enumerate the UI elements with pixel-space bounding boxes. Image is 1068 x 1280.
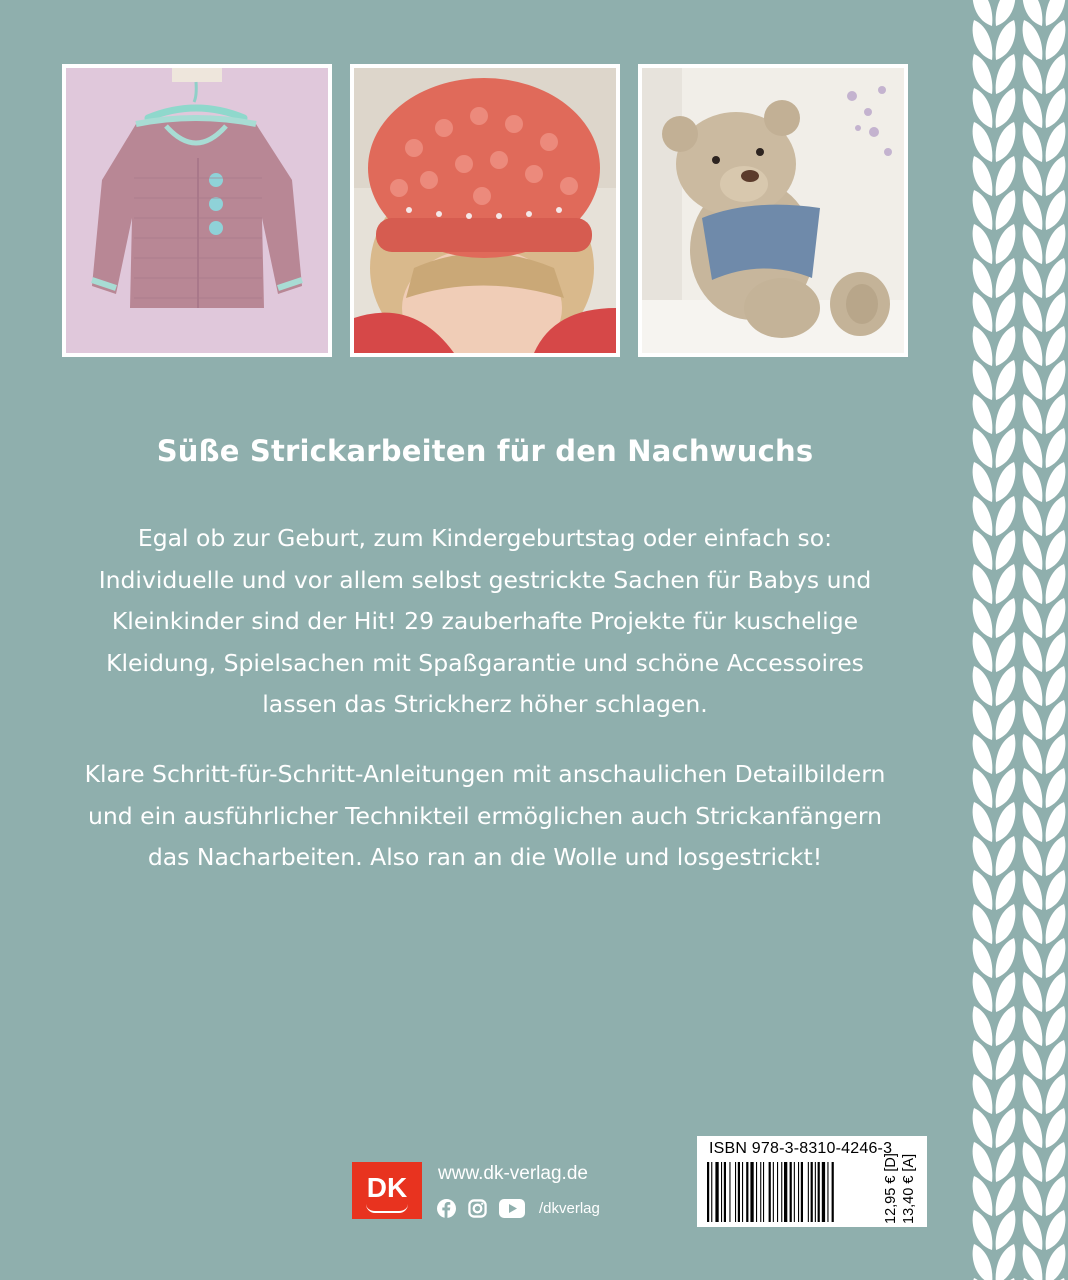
knit-stitch: [1023, 530, 1043, 570]
knit-stitch: [1046, 190, 1066, 230]
paragraph-line: Individuelle und vor allem selbst gestrickte Sachen für Babys und: [98, 565, 872, 594]
knit-stitch: [996, 904, 1016, 944]
knit-stitch: [1046, 258, 1066, 298]
knit-stitch: [973, 1108, 993, 1148]
barcode-bar: [763, 1162, 764, 1222]
knit-stitch: [1023, 258, 1043, 298]
paragraph-line: Egal ob zur Geburt, zum Kindergeburtstag oder einfach so:: [137, 524, 833, 552]
knit-stitch: [973, 20, 993, 60]
knit-stitch: [1023, 54, 1043, 94]
barcode-bar: [711, 1162, 712, 1222]
knit-stitch: [1023, 462, 1043, 502]
barcode-bar: [735, 1162, 736, 1222]
barcode-bar: [724, 1162, 726, 1222]
knit-stitch: [1046, 292, 1066, 332]
knit-stitch: [1023, 870, 1043, 910]
barcode-bar: [818, 1162, 820, 1222]
knit-stitch: [996, 1244, 1016, 1280]
dk-logo: [352, 1162, 422, 1219]
knit-stitch: [996, 496, 1016, 536]
knit-stitch: [1023, 224, 1043, 264]
barcode-bar: [756, 1162, 757, 1222]
knit-stitch: [996, 394, 1016, 434]
knit-stitch: [1023, 1244, 1043, 1280]
knit-stitch: [1046, 394, 1066, 434]
knit-stitch: [1023, 1040, 1043, 1080]
knit-stitch: [1046, 700, 1066, 740]
knit-stitch: [1046, 836, 1066, 876]
knit-stitch: [996, 1074, 1016, 1114]
knit-stitch: [1046, 904, 1066, 944]
knit-stitch: [996, 88, 1016, 128]
headline: Süße Strickarbeiten für den Nachwuchs: [156, 434, 814, 468]
photo-cardigan: [62, 64, 332, 357]
barcode-bar: [707, 1162, 709, 1222]
knit-stitch: [1046, 870, 1066, 910]
knit-stitch: [996, 530, 1016, 570]
knit-stitch: [1023, 802, 1043, 842]
knit-stitch: [996, 836, 1016, 876]
barcode-bar: [827, 1162, 828, 1222]
knit-stitch: [1023, 1210, 1043, 1250]
knit-stitch: [996, 734, 1016, 774]
knit-stitch: [1046, 972, 1066, 1012]
barcode-bar: [784, 1162, 787, 1222]
book-icon: [366, 1204, 408, 1213]
knit-stitch: [973, 734, 993, 774]
knit-stitch: [1046, 1040, 1066, 1080]
knit-stitch: [996, 564, 1016, 604]
knit-stitch: [996, 1210, 1016, 1250]
knit-stitch: [973, 156, 993, 196]
knit-stitch: [973, 870, 993, 910]
knit-stitch: [973, 54, 993, 94]
knit-stitch: [1023, 836, 1043, 876]
knit-stitch: [996, 666, 1016, 706]
knit-stitch: [1023, 1176, 1043, 1216]
knit-stitch: [1046, 1006, 1066, 1046]
knit-stitch: [973, 462, 993, 502]
isbn-barcode-box: [697, 1136, 927, 1227]
knit-stitch: [1023, 1006, 1043, 1046]
knit-stitch: [973, 836, 993, 876]
knit-stitch: [1023, 564, 1043, 604]
knit-stitch: [973, 1142, 993, 1182]
knit-stitch: [1023, 1074, 1043, 1114]
knit-stitch: [996, 802, 1016, 842]
knit-stitch: [996, 598, 1016, 638]
knit-stitch: [1023, 122, 1043, 162]
knit-stitch: [1023, 938, 1043, 978]
knit-stitch: [1046, 1244, 1066, 1280]
barcode-bar: [746, 1162, 748, 1222]
knit-stitch: [1046, 768, 1066, 808]
knit-stitch: [996, 768, 1016, 808]
knit-stitch: [996, 20, 1016, 60]
photo-teddy: [638, 64, 908, 357]
knit-stitch: [973, 1040, 993, 1080]
knit-stitch: [1046, 1074, 1066, 1114]
barcode-bar: [790, 1162, 792, 1222]
knit-stitch: [996, 258, 1016, 298]
knit-stitch: [973, 938, 993, 978]
knit-stitch: [973, 360, 993, 400]
paragraph-line: Kleinkinder sind der Hit! 29 zauberhafte Projekte für kuschelige: [111, 607, 859, 635]
knit-stitch: [1023, 768, 1043, 808]
knit-stitch: [973, 666, 993, 706]
knit-stitch: [996, 1142, 1016, 1182]
knit-stitch: [1023, 666, 1043, 706]
social-handle: /dkverlag: [539, 1199, 600, 1217]
barcode-bar: [798, 1162, 799, 1222]
knit-stitch: [1046, 326, 1066, 366]
price-germany: 12,95 € [D]: [883, 1153, 899, 1224]
description-paragraph-2: [50, 754, 920, 879]
barcode-bar: [750, 1162, 753, 1222]
knit-stitch: [973, 1006, 993, 1046]
knit-stitch: [1046, 88, 1066, 128]
barcode-bar: [811, 1162, 813, 1222]
isbn-text: ISBN 978-3-8310-4246-3: [709, 1140, 893, 1157]
knit-stitch: [1046, 1142, 1066, 1182]
knit-stitch: [996, 1040, 1016, 1080]
knit-stitch: [1023, 904, 1043, 944]
knit-stitch: [1046, 428, 1066, 468]
knit-stitch: [996, 938, 1016, 978]
knit-stitch: [996, 326, 1016, 366]
knit-stitch: [996, 54, 1016, 94]
knit-stitch: [996, 632, 1016, 672]
knit-stitch: [973, 190, 993, 230]
barcode-bar: [794, 1162, 795, 1222]
knit-stitch: [1046, 462, 1066, 502]
knit-stitch: [1046, 666, 1066, 706]
paragraph-line: und ein ausführlicher Technikteil ermöglichen auch Strickanfängern: [87, 801, 883, 830]
knit-stitch: [973, 122, 993, 162]
knit-stitch: [1046, 598, 1066, 638]
youtube-icon[interactable]: [499, 1199, 525, 1218]
knit-stitch: [973, 802, 993, 842]
paragraph-line: Kleidung, Spielsachen mit Spaßgarantie und schöne Accessoires: [106, 648, 864, 677]
knit-stitch: [973, 768, 993, 808]
facebook-icon[interactable]: [437, 1199, 456, 1218]
barcode-bar: [808, 1162, 809, 1222]
knit-stitch: [1023, 88, 1043, 128]
knit-stitch: [996, 156, 1016, 196]
knit-stitch: [1023, 598, 1043, 638]
knit-stitch: [1023, 190, 1043, 230]
knit-pattern-spine: [968, 0, 1068, 1280]
knit-stitch: [973, 292, 993, 332]
knit-stitch: [1023, 1108, 1043, 1148]
knit-stitch: [973, 1244, 993, 1280]
knit-stitch: [1046, 632, 1066, 672]
barcode-bar: [729, 1162, 730, 1222]
barcode-bar: [773, 1162, 774, 1222]
knit-stitch: [996, 360, 1016, 400]
knit-stitch: [1023, 632, 1043, 672]
knit-stitch: [973, 972, 993, 1012]
barcode-bar: [822, 1162, 825, 1222]
knit-stitch: [996, 700, 1016, 740]
knit-stitch: [1023, 734, 1043, 774]
knit-stitch: [996, 972, 1016, 1012]
knit-stitch: [973, 530, 993, 570]
knit-stitch: [1023, 496, 1043, 536]
knit-stitch: [973, 428, 993, 468]
knit-stitch: [973, 1210, 993, 1250]
knit-stitch: [996, 1176, 1016, 1216]
knit-stitch: [973, 904, 993, 944]
knit-stitch: [1023, 428, 1043, 468]
website-link[interactable]: www.dk-verlag.de: [438, 1163, 588, 1184]
knit-stitch: [1046, 1108, 1066, 1148]
knit-stitch: [1046, 1176, 1066, 1216]
knit-stitch: [973, 258, 993, 298]
knit-stitch: [1046, 156, 1066, 196]
knit-stitch: [1046, 122, 1066, 162]
price-block: [881, 1153, 921, 1224]
knit-stitch: [996, 1006, 1016, 1046]
knit-stitch: [973, 1074, 993, 1114]
knit-stitch: [973, 632, 993, 672]
paragraph-line: Klare Schritt-für-Schritt-Anleitungen mit anschaulichen Detailbildern: [84, 760, 886, 788]
knit-stitch: [996, 224, 1016, 264]
knit-stitch: [1046, 734, 1066, 774]
barcode-bar: [815, 1162, 816, 1222]
social-links: [437, 1197, 600, 1219]
knit-stitch: [996, 428, 1016, 468]
knit-stitch: [1023, 20, 1043, 60]
knit-stitch: [1023, 326, 1043, 366]
barcode-bar: [760, 1162, 761, 1222]
paragraph-line: lassen das Strickherz höher schlagen.: [262, 690, 708, 718]
knit-stitch: [1046, 360, 1066, 400]
knit-stitch: [1046, 802, 1066, 842]
knit-stitch: [973, 598, 993, 638]
knit-stitch: [1046, 54, 1066, 94]
barcode-bar: [801, 1162, 803, 1222]
barcode-bar: [721, 1162, 722, 1222]
knit-stitch: [973, 224, 993, 264]
knit-stitch: [973, 326, 993, 366]
barcode-bar: [738, 1162, 740, 1222]
photo-beret: [350, 64, 620, 357]
paragraph-line: das Nacharbeiten. Also ran an die Wolle und losgestrickt!: [147, 843, 823, 871]
knit-stitch: [1046, 530, 1066, 570]
barcode-bar: [715, 1162, 718, 1222]
barcode-image: [707, 1162, 875, 1222]
instagram-icon[interactable]: [468, 1199, 487, 1218]
knit-stitch: [973, 1176, 993, 1216]
knit-stitch: [996, 1108, 1016, 1148]
knit-stitch: [1046, 938, 1066, 978]
knit-stitch: [1023, 1142, 1043, 1182]
knit-stitch: [996, 190, 1016, 230]
knit-stitch: [973, 88, 993, 128]
barcode-bar: [777, 1162, 778, 1222]
description-paragraph-1: [50, 518, 920, 726]
knit-stitch: [973, 496, 993, 536]
knit-stitch: [1023, 292, 1043, 332]
barcode-bar: [832, 1162, 834, 1222]
dk-logo-text: DK: [366, 1172, 408, 1203]
knit-stitch: [1046, 564, 1066, 604]
knit-stitch: [996, 870, 1016, 910]
barcode-bar: [781, 1162, 782, 1222]
knit-stitch: [1023, 156, 1043, 196]
price-austria: 13,40 € [A]: [901, 1153, 917, 1224]
knit-stitch: [1046, 1210, 1066, 1250]
knit-stitch: [1046, 224, 1066, 264]
knit-stitch: [973, 564, 993, 604]
knit-stitch: [1046, 20, 1066, 60]
knit-stitch: [1046, 496, 1066, 536]
knit-stitch: [996, 122, 1016, 162]
knit-stitch: [1023, 972, 1043, 1012]
knit-stitch: [1023, 700, 1043, 740]
knit-stitch: [1023, 360, 1043, 400]
barcode-bar: [742, 1162, 743, 1222]
knit-stitch: [996, 462, 1016, 502]
knit-stitch: [973, 394, 993, 434]
knit-stitch: [1023, 394, 1043, 434]
barcode-bar: [769, 1162, 771, 1222]
knit-stitch: [973, 700, 993, 740]
knit-stitch: [996, 292, 1016, 332]
